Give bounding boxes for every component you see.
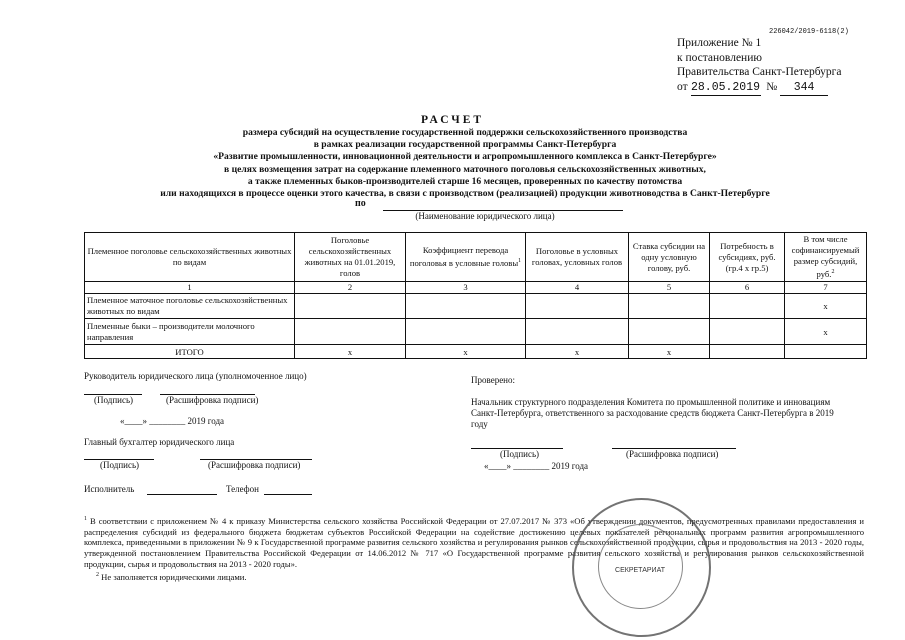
- number-prefix: №: [766, 80, 778, 93]
- footnote-1: [84, 514, 864, 570]
- decoding-caption: (Расшифровка подписи): [626, 449, 719, 459]
- header-cell: [85, 233, 295, 282]
- header-cell: [295, 233, 406, 282]
- decoding-caption: (Расшифровка подписи): [166, 395, 259, 405]
- appendix-line1: Приложение № 1: [677, 37, 762, 49]
- column-number: 2: [295, 282, 406, 294]
- header-text: Поголовье сельскохозяйственных животных на 01.01.2019, голов: [304, 235, 396, 278]
- table-cell: x: [785, 294, 867, 319]
- document-subtitle: [140, 127, 790, 200]
- signature-caption: (Подпись): [100, 460, 140, 470]
- header-cell: [710, 233, 785, 282]
- header-text: Потребность в субсидиях, руб. (гр.4 х гр.5): [718, 240, 776, 273]
- footnote-ref: 2: [831, 269, 835, 276]
- column-number: 5: [629, 282, 710, 294]
- header-cell: [785, 233, 867, 282]
- footnote-mark: 2: [96, 571, 99, 578]
- row-label: Племенное маточное поголовье сельскохозяйственных животных по видам: [85, 294, 295, 319]
- table-row: [85, 319, 867, 345]
- table-cell: [295, 294, 406, 319]
- column-number: 6: [710, 282, 785, 294]
- decoding-caption: (Расшифровка подписи): [208, 460, 301, 470]
- table-cell: [406, 319, 526, 345]
- phone-label: Телефон: [226, 484, 259, 494]
- table-cell: x: [629, 345, 710, 359]
- table-cell: [785, 345, 867, 359]
- column-number: 4: [526, 282, 629, 294]
- footnote-text: Не заполняется юридическими лицами.: [101, 571, 247, 582]
- executor-line: [147, 493, 217, 495]
- subsidy-table: [84, 232, 867, 359]
- footnote-text: В соответствии с приложением № 4 к приказу Министерства сельского хозяйства Российской Федерации от 27.07.2017 № 373 «Об утверждении документов, предусмотренных правилами предоставления и распределения субсидий из федерального бюджета бюджетам субъектов Российской Федерации на содействие достижению целевых показателей региональных программ развития агропромышленного комплекса, приведенными в приложении № 9 к Государственной программе развития сельского хозяйства и регулирования рынков сельскохозяйственной продукции, сырья и продовольствия на 2013 - 2020 годы, утвержденной постановлением Правительства Российской Федерации от 14.06.2012 № 717 «О Государственной программе развития сельского хозяйства и регулирования рынков сельскохозяйственной продукции, сырья и продовольствия на 2013 - 2020 годы».: [84, 515, 864, 570]
- header-text: Племенное поголовье сельскохозяйственных животных по видам: [87, 246, 292, 267]
- date-line: «____» ________ 2019 года: [120, 416, 225, 426]
- footnote-ref: 1: [518, 258, 522, 265]
- table-cell: x: [785, 319, 867, 345]
- head-label: Руководитель юридического лица (уполномоченное лицо): [84, 371, 307, 381]
- header-text: Ставка субсидии на одну условную голову, руб.: [632, 240, 706, 273]
- header-text: Коэффициент перевода поголовья в условные головы: [409, 245, 519, 268]
- column-number: 1: [85, 282, 295, 294]
- table-row: [85, 294, 867, 319]
- table-cell: [295, 319, 406, 345]
- date-line: «____» ________ 2019 года: [484, 461, 589, 471]
- table-cell: x: [526, 345, 629, 359]
- subtitle-line: в целях возмещения затрат на содержание племенного маточного поголовья сельскохозяйственных животных,: [224, 163, 706, 175]
- org-prefix: по: [355, 198, 366, 209]
- table-total-row: [85, 345, 867, 359]
- subtitle-line: размера субсидий на осуществление государственной поддержки сельскохозяйственного производства: [242, 127, 688, 138]
- table-cell: [629, 294, 710, 319]
- row-label: Племенные быки – производители молочного направления: [85, 319, 295, 345]
- stamp-text: СЕКРЕТАРИАТ: [615, 567, 665, 574]
- checked-label: Проверено:: [471, 375, 516, 385]
- accountant-label: Главный бухгалтер юридического лица: [84, 437, 235, 447]
- table-cell: [526, 319, 629, 345]
- table-cell: [629, 319, 710, 345]
- org-name-label: (Наименование юридического лица): [415, 211, 555, 221]
- header-cell: [629, 233, 710, 282]
- subtitle-line: в рамках реализации государственной программы Санкт-Петербурга: [313, 139, 617, 151]
- table-cell: x: [295, 345, 406, 359]
- column-number: 3: [406, 282, 526, 294]
- header-text: Поголовье в условных головах, условных голов: [531, 246, 623, 267]
- column-number: 7: [785, 282, 867, 294]
- table-cell: [710, 345, 785, 359]
- table-number-row: [85, 282, 867, 294]
- resolution-number: 344: [780, 81, 828, 97]
- table-cell: [526, 294, 629, 319]
- row-label: ИТОГО: [85, 345, 295, 359]
- phone-line: [264, 493, 312, 495]
- footnotes: [84, 514, 864, 583]
- date-prefix: от: [677, 80, 688, 93]
- org-name-line: [383, 203, 623, 211]
- subtitle-line: а также племенных быков-производителей старше 16 месяцев, проверенных по качеству потомства: [247, 175, 683, 187]
- subtitle-line: «Развитие промышленности, инновационной деятельности и агропромышленного комплекса в Санкт-Петербурге»: [213, 151, 717, 163]
- header-cell: [406, 233, 526, 282]
- executor-label: Исполнитель: [84, 484, 135, 494]
- footnote-mark: 1: [84, 516, 87, 522]
- document-title: РАСЧЕТ: [420, 114, 485, 126]
- header-cell: [526, 233, 629, 282]
- table-cell: [710, 319, 785, 345]
- table-cell: [406, 294, 526, 319]
- footnote-2: [84, 570, 864, 583]
- header-text: В том числе софинансируемый размер субсидий, руб.: [791, 234, 860, 279]
- subtitle-line: или находящихся в процессе оценки этого качества, в связи с производством (реализацией) продукции животноводства в Санкт-Петербурге: [160, 188, 770, 200]
- appendix-line2: к постановлению: [677, 51, 762, 64]
- appendix-line3: Правительства Санкт-Петербурга: [677, 66, 842, 78]
- resolution-date: 28.05.2019: [691, 81, 761, 97]
- signature-caption: (Подпись): [94, 395, 134, 405]
- appendix-block: [677, 36, 842, 96]
- table-cell: [710, 294, 785, 319]
- table-header-row: [85, 233, 867, 282]
- registry-number: 226042/2019-6118(2): [769, 28, 849, 36]
- checked-text: Начальник структурного подразделения Комитета по промышленной политике и инновациям Санкт-Петербурга, ответственного за расходование средств бюджета Санкт-Петербурга в 2019 году: [471, 397, 834, 429]
- signature-caption: (Подпись): [500, 449, 540, 459]
- appendix-date-number: [677, 80, 842, 97]
- table-cell: x: [406, 345, 526, 359]
